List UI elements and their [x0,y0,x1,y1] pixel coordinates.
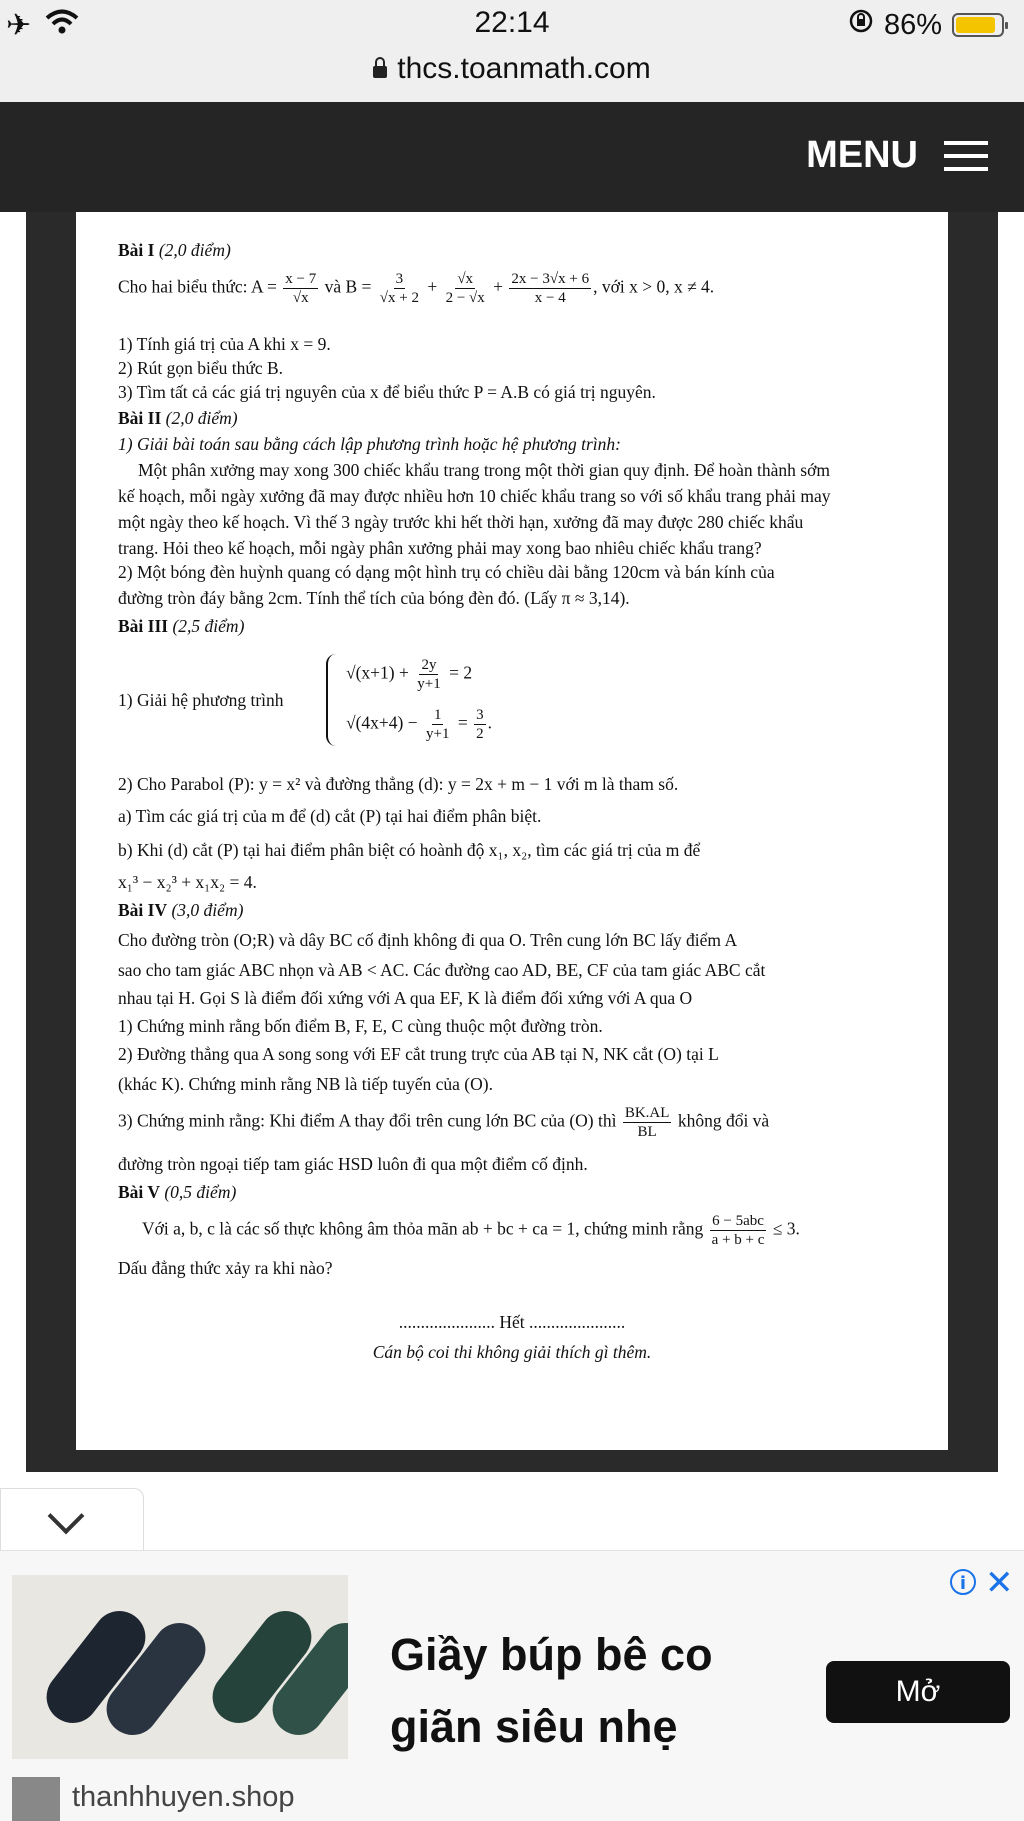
ad-title[interactable] [390,1619,713,1763]
bai4-line-2: sao cho tam giác ABC nhọn và AB < AC. Các đường cao AD, BE, CF của tam giác ABC cắt [118,960,766,980]
bai1-expressions: Cho hai biểu thức: A = $\frac{x - 7}{√x}$ và B = $\frac{3}{√x + 2}$ + $\frac{√x}{2 - √x}$ + $\frac{2x - 3√x + 6}{x - 4}$ , với x > 0, x ≠ 4. [118,271,715,306]
bai2-q2-line-2: đường tròn đáy bằng 2cm. Tính thể tích của bóng đèn đó. (Lấy π ≈ 3,14). [118,588,630,608]
bai3-q2: 2) Cho Parabol (P): y = x² và đường thẳng (d): y = 2x + m − 1 với m là tham số. [118,774,679,794]
ad-title-line-1: Giầy búp bê co [390,1629,713,1680]
bai3-equation-1: √(x+1) + $\frac{2y}{y+1}$ = 2 [346,657,473,692]
rotation-lock-icon [848,8,874,42]
bai4-heading: Bài IV (3,0 điểm) [118,900,244,920]
bai4-q3-line-1: 3) Chứng minh rằng: Khi điểm A thay đổi trên cung lớn BC của (O) thì $\frac{BK.AL}{BL}$ không đổi và [118,1105,770,1140]
url-bar[interactable] [0,52,1024,102]
bai5-line-2: Dấu đẳng thức xảy ra khi nào? [118,1258,333,1278]
bai3-q1: 1) Giải hệ phương trình [118,690,284,710]
bai1-q2: 2) Rút gọn biểu thức B. [118,358,284,378]
bai4-q1: 1) Chứng minh rằng bốn điểm B, F, E, C cùng thuộc một đường tròn. [118,1016,603,1036]
bai2-heading: Bài II (2,0 điểm) [118,408,238,428]
bai3-q2b: b) Khi (d) cắt (P) tại hai điểm phân biệt có hoành độ x₁, x₂, tìm các giá trị của m để [118,840,701,860]
exam-paper [76,212,948,1450]
bai4-line-1: Cho đường tròn (O;R) và dây BC cố định không đi qua O. Trên cung lớn BC lấy điểm A [118,930,738,950]
ad-close-icon[interactable]: ✕ [985,1563,1014,1603]
ad-banner[interactable] [0,1550,1024,1821]
bai2-paragraph-4: trang. Hỏi theo kế hoạch, mỗi ngày phân xưởng phải may xong bao nhiêu chiếc khẩu trang? [118,538,762,558]
collapse-ad-button[interactable] [0,1488,144,1551]
ad-open-button[interactable]: Mở [826,1661,1010,1723]
bai1-q3: 3) Tìm tất cả các giá trị nguyên của x để biểu thức P = A.B có giá trị nguyên. [118,382,656,402]
battery-percent: 86% [883,8,942,41]
bai4-line-3: nhau tại H. Gọi S là điểm đối xứng với A qua EF, K là điểm đối xứng với A qua O [118,988,693,1008]
bai2-q1-heading: 1) Giải bài toán sau bằng cách lập phương trình hoặc hệ phương trình: [118,434,621,454]
menu-button[interactable] [806,134,988,177]
bai2-q2-line-1: 2) Một bóng đèn huỳnh quang có dạng một hình trụ có chiều dài bằng 120cm và bán kính của [118,562,775,582]
bai3-heading: Bài III (2,5 điểm) [118,616,245,636]
advertiser-avatar [12,1777,60,1821]
bai5-heading: Bài V (0,5 điểm) [118,1182,237,1202]
exam-footer-note: Cán bộ coi thi không giải thích gì thêm. [372,1342,652,1362]
menu-label: MENU [806,134,918,176]
airplane-icon: ✈ [6,8,32,43]
end-marker: ...................... Hết ...................... [398,1312,626,1332]
bai3-equation-2: √(4x+4) − $\frac{1}{y+1}$ = $\frac{3}{2}$ . [346,707,492,742]
clock: 22:14 [474,6,550,39]
chevron-down-icon [48,1498,85,1535]
bai1-q1: 1) Tính giá trị của A khi x = 9. [118,334,331,354]
bai4-q2-line-1: 2) Đường thẳng qua A song song với EF cắt trung trực của AB tại N, NK cắt (O) tại L [118,1044,719,1064]
advertiser-domain[interactable]: thanhhuyen.shop [72,1781,295,1813]
hamburger-icon [944,141,988,171]
system-brace [326,654,342,746]
bai2-paragraph-2: kế hoạch, mỗi ngày xưởng đã may được nhiều hơn 10 chiếc khẩu trang so với số khẩu trang phải may [118,486,831,506]
bai4-q2-line-2: (khác K). Chứng minh rằng NB là tiếp tuyến của (O). [118,1074,493,1094]
bai3-q2a: a) Tìm các giá trị của m để (d) cắt (P) tại hai điểm phân biệt. [118,806,542,826]
bai1-heading: Bài I (2,0 điểm) [118,240,231,260]
site-header [0,102,1024,212]
url-text: thcs.toanmath.com [397,52,651,85]
lock-icon [373,66,387,78]
ad-info-icon[interactable]: i [950,1569,976,1595]
bai2-paragraph-3: một ngày theo kế hoạch. Vì thế 3 ngày trước khi hết thời hạn, xưởng đã may được 280 chiếc khẩu [118,512,804,532]
bai2-paragraph-1: Một phân xưởng may xong 300 chiếc khẩu trang trong một thời gian quy định. Để hoàn thành sớm [138,460,830,480]
battery-icon [952,13,1004,37]
status-bar [0,0,1024,52]
bai5-line-1: Với a, b, c là các số thực không âm thỏa mãn ab + bc + ca = 1, chứng minh rằng $\frac{\text{6 − 5abc}}{a + b + c}$ ≤ 3. [142,1213,800,1248]
ad-title-line-2: giãn siêu nhẹ [390,1701,678,1752]
bai4-q3-line-2: đường tròn ngoại tiếp tam giác HSD luôn đi qua một điểm cố định. [118,1154,588,1174]
ad-product-image[interactable] [12,1575,348,1759]
bai3-q2b-equation: x₁³ − x₂³ + x₁x₂ = 4. [118,872,257,892]
